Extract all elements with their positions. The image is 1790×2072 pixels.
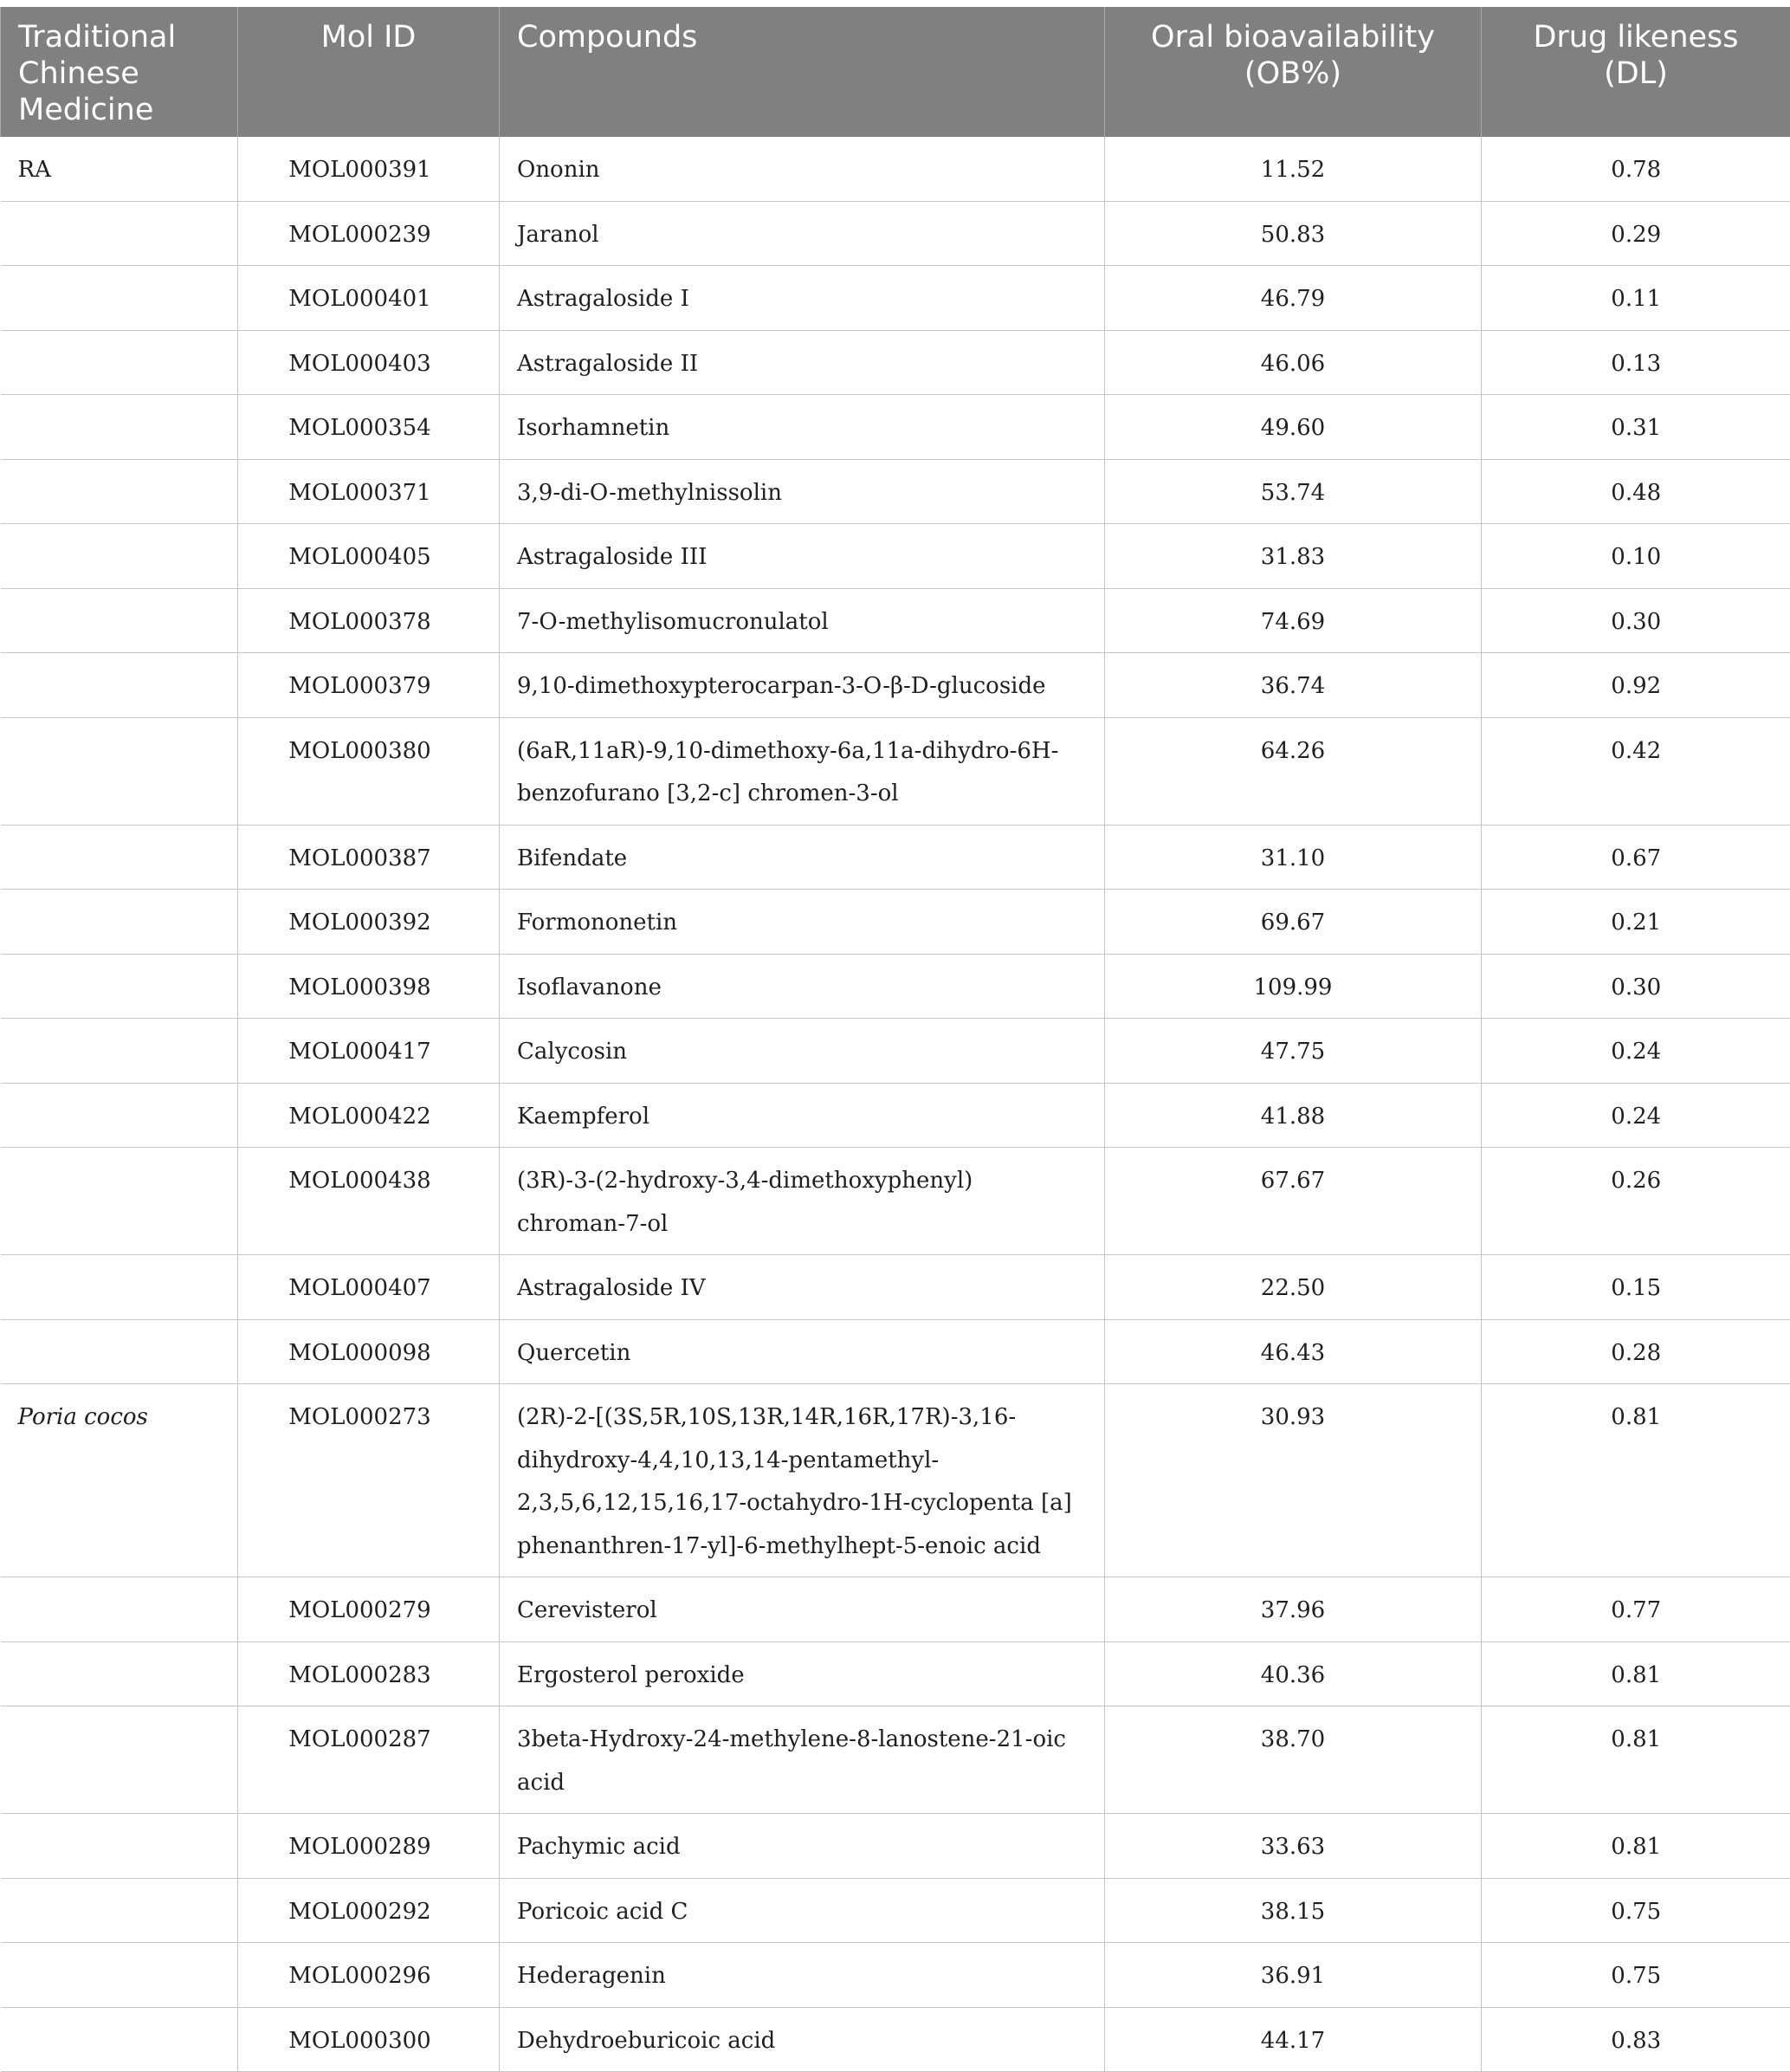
cell-tcm (1, 201, 238, 266)
cell-compound: Astragaloside III (500, 524, 1105, 589)
cell-tcm (1, 1148, 238, 1255)
cell-oral-bioavailability: 46.43 (1105, 1319, 1482, 1384)
cell-tcm (1, 330, 238, 395)
cell-drug-likeness: 0.13 (1482, 330, 1790, 395)
cell-oral-bioavailability: 53.74 (1105, 459, 1482, 524)
table-row (1, 330, 1790, 395)
cell-drug-likeness: 0.24 (1482, 1019, 1790, 1084)
cell-oral-bioavailability: 40.36 (1105, 1641, 1482, 1706)
table-row (1, 395, 1790, 460)
cell-drug-likeness: 0.15 (1482, 1255, 1790, 1320)
cell-tcm (1, 890, 238, 955)
cell-drug-likeness: 0.83 (1482, 2007, 1790, 2072)
cell-mol-id: MOL000401 (238, 266, 500, 331)
cell-oral-bioavailability: 36.74 (1105, 653, 1482, 718)
cell-compound: Hederagenin (500, 1943, 1105, 2008)
table-row (1, 588, 1790, 653)
cell-mol-id: MOL000371 (238, 459, 500, 524)
cell-mol-id: MOL000239 (238, 201, 500, 266)
cell-compound: Astragaloside II (500, 330, 1105, 395)
cell-mol-id: MOL000279 (238, 1577, 500, 1642)
cell-tcm (1, 1319, 238, 1384)
table-row (1, 890, 1790, 955)
cell-drug-likeness: 0.11 (1482, 266, 1790, 331)
cell-drug-likeness: 0.10 (1482, 524, 1790, 589)
cell-mol-id: MOL000379 (238, 653, 500, 718)
cell-tcm (1, 717, 238, 825)
cell-drug-likeness: 0.81 (1482, 1641, 1790, 1706)
cell-compound: Dehydroeburicoic acid (500, 2007, 1105, 2072)
table-row (1, 459, 1790, 524)
cell-compound: (3R)-3-(2-hydroxy-3,4-dimethoxyphenyl) chroman-7-ol (500, 1148, 1105, 1255)
table-row (1, 1878, 1790, 1943)
cell-compound: (2R)-2-[(3S,5R,10S,13R,14R,16R,17R)-3,16-dihydroxy-4,4,10,13,14-pentamethyl-2,3,5,6,12,15,16,17-octahydro-1H-cyclopenta [a] phenanthren-17-yl]-6-methylhept-5-enoic acid (500, 1384, 1105, 1577)
compounds-table (0, 7, 1790, 2072)
cell-mol-id: MOL000407 (238, 1255, 500, 1320)
cell-tcm (1, 524, 238, 589)
header-oral-bioavailability: Oral bioavailability (OB%) (1105, 7, 1482, 137)
cell-oral-bioavailability: 30.93 (1105, 1384, 1482, 1577)
cell-oral-bioavailability: 49.60 (1105, 395, 1482, 460)
cell-oral-bioavailability: 46.06 (1105, 330, 1482, 395)
cell-tcm (1, 1641, 238, 1706)
header-tcm: Traditional Chinese Medicine (1, 7, 238, 137)
cell-oral-bioavailability: 38.70 (1105, 1706, 1482, 1814)
cell-oral-bioavailability: 47.75 (1105, 1019, 1482, 1084)
cell-mol-id: MOL000422 (238, 1083, 500, 1148)
cell-mol-id: MOL000098 (238, 1319, 500, 1384)
cell-compound: Kaempferol (500, 1083, 1105, 1148)
cell-oral-bioavailability: 31.83 (1105, 524, 1482, 589)
cell-tcm (1, 1706, 238, 1814)
table-header (1, 7, 1790, 137)
cell-mol-id: MOL000387 (238, 825, 500, 890)
cell-oral-bioavailability: 50.83 (1105, 201, 1482, 266)
cell-mol-id: MOL000296 (238, 1943, 500, 2008)
cell-drug-likeness: 0.75 (1482, 1878, 1790, 1943)
cell-oral-bioavailability: 74.69 (1105, 588, 1482, 653)
cell-tcm (1, 653, 238, 718)
cell-mol-id: MOL000403 (238, 330, 500, 395)
cell-oral-bioavailability: 67.67 (1105, 1148, 1482, 1255)
cell-oral-bioavailability: 31.10 (1105, 825, 1482, 890)
header-mol-id: Mol ID (238, 7, 500, 137)
cell-mol-id: MOL000378 (238, 588, 500, 653)
cell-tcm (1, 1943, 238, 2008)
cell-drug-likeness: 0.26 (1482, 1148, 1790, 1255)
cell-mol-id: MOL000438 (238, 1148, 500, 1255)
cell-tcm: RA (1, 137, 238, 201)
cell-drug-likeness: 0.48 (1482, 459, 1790, 524)
cell-drug-likeness: 0.81 (1482, 1814, 1790, 1879)
cell-oral-bioavailability: 44.17 (1105, 2007, 1482, 2072)
cell-oral-bioavailability: 46.79 (1105, 266, 1482, 331)
cell-compound: Ononin (500, 137, 1105, 201)
table-row (1, 266, 1790, 331)
table-row (1, 201, 1790, 266)
table-row (1, 2007, 1790, 2072)
table-row (1, 1019, 1790, 1084)
cell-compound: Astragaloside IV (500, 1255, 1105, 1320)
cell-oral-bioavailability: 37.96 (1105, 1577, 1482, 1642)
cell-drug-likeness: 0.21 (1482, 890, 1790, 955)
cell-compound: Cerevisterol (500, 1577, 1105, 1642)
table-row (1, 1943, 1790, 2008)
table-row (1, 1814, 1790, 1879)
cell-mol-id: MOL000405 (238, 524, 500, 589)
cell-oral-bioavailability: 22.50 (1105, 1255, 1482, 1320)
cell-tcm (1, 1019, 238, 1084)
cell-tcm (1, 1255, 238, 1320)
cell-tcm (1, 2007, 238, 2072)
cell-compound: Ergosterol peroxide (500, 1641, 1105, 1706)
cell-oral-bioavailability: 38.15 (1105, 1878, 1482, 1943)
cell-mol-id: MOL000398 (238, 954, 500, 1019)
cell-compound: 9,10-dimethoxypterocarpan-3-O-β-D-glucoside (500, 653, 1105, 718)
cell-tcm (1, 1814, 238, 1879)
header-row (1, 7, 1790, 137)
cell-mol-id: MOL000392 (238, 890, 500, 955)
cell-compound: Calycosin (500, 1019, 1105, 1084)
cell-compound: Astragaloside I (500, 266, 1105, 331)
cell-tcm (1, 954, 238, 1019)
table-row (1, 137, 1790, 201)
table-row (1, 524, 1790, 589)
cell-tcm (1, 266, 238, 331)
cell-drug-likeness: 0.67 (1482, 825, 1790, 890)
table-row (1, 1384, 1790, 1577)
cell-mol-id: MOL000417 (238, 1019, 500, 1084)
compounds-table-container (0, 7, 1790, 2072)
cell-oral-bioavailability: 109.99 (1105, 954, 1482, 1019)
cell-mol-id: MOL000292 (238, 1878, 500, 1943)
cell-oral-bioavailability: 41.88 (1105, 1083, 1482, 1148)
cell-drug-likeness: 0.78 (1482, 137, 1790, 201)
cell-drug-likeness: 0.31 (1482, 395, 1790, 460)
cell-mol-id: MOL000354 (238, 395, 500, 460)
cell-compound: Jaranol (500, 201, 1105, 266)
cell-tcm (1, 1878, 238, 1943)
table-row (1, 1148, 1790, 1255)
table-row (1, 1255, 1790, 1320)
cell-mol-id: MOL000283 (238, 1641, 500, 1706)
cell-oral-bioavailability: 36.91 (1105, 1943, 1482, 2008)
cell-drug-likeness: 0.28 (1482, 1319, 1790, 1384)
header-drug-likeness: Drug likeness (DL) (1482, 7, 1790, 137)
table-row (1, 1319, 1790, 1384)
cell-drug-likeness: 0.75 (1482, 1943, 1790, 2008)
cell-drug-likeness: 0.81 (1482, 1706, 1790, 1814)
cell-tcm (1, 825, 238, 890)
cell-drug-likeness: 0.81 (1482, 1384, 1790, 1577)
cell-tcm (1, 1083, 238, 1148)
table-row (1, 1577, 1790, 1642)
cell-oral-bioavailability: 64.26 (1105, 717, 1482, 825)
cell-tcm (1, 395, 238, 460)
cell-compound: 7-O-methylisomucronulatol (500, 588, 1105, 653)
cell-compound: Bifendate (500, 825, 1105, 890)
cell-compound: Quercetin (500, 1319, 1105, 1384)
cell-drug-likeness: 0.24 (1482, 1083, 1790, 1148)
cell-drug-likeness: 0.30 (1482, 954, 1790, 1019)
cell-compound: Isorhamnetin (500, 395, 1105, 460)
cell-compound: Pachymic acid (500, 1814, 1105, 1879)
cell-mol-id: MOL000287 (238, 1706, 500, 1814)
cell-oral-bioavailability: 33.63 (1105, 1814, 1482, 1879)
cell-compound: Isoflavanone (500, 954, 1105, 1019)
cell-compound: 3beta-Hydroxy-24-methylene-8-lanostene-21-oic acid (500, 1706, 1105, 1814)
table-row (1, 1641, 1790, 1706)
cell-tcm (1, 1577, 238, 1642)
cell-drug-likeness: 0.92 (1482, 653, 1790, 718)
cell-compound: (6aR,11aR)-9,10-dimethoxy-6a,11a-dihydro-6H-benzofurano [3,2-c] chromen-3-ol (500, 717, 1105, 825)
cell-compound: 3,9-di-O-methylnissolin (500, 459, 1105, 524)
table-row (1, 1083, 1790, 1148)
cell-drug-likeness: 0.30 (1482, 588, 1790, 653)
cell-drug-likeness: 0.29 (1482, 201, 1790, 266)
table-row (1, 717, 1790, 825)
header-compounds: Compounds (500, 7, 1105, 137)
cell-oral-bioavailability: 69.67 (1105, 890, 1482, 955)
cell-compound: Poricoic acid C (500, 1878, 1105, 1943)
cell-compound: Formononetin (500, 890, 1105, 955)
cell-mol-id: MOL000380 (238, 717, 500, 825)
cell-drug-likeness: 0.77 (1482, 1577, 1790, 1642)
cell-mol-id: MOL000391 (238, 137, 500, 201)
cell-tcm (1, 459, 238, 524)
cell-oral-bioavailability: 11.52 (1105, 137, 1482, 201)
cell-mol-id: MOL000300 (238, 2007, 500, 2072)
cell-mol-id: MOL000273 (238, 1384, 500, 1577)
cell-mol-id: MOL000289 (238, 1814, 500, 1879)
cell-drug-likeness: 0.42 (1482, 717, 1790, 825)
table-row (1, 1706, 1790, 1814)
table-row (1, 954, 1790, 1019)
cell-tcm: Poria cocos (1, 1384, 238, 1577)
table-row (1, 653, 1790, 718)
cell-tcm (1, 588, 238, 653)
table-row (1, 825, 1790, 890)
table-body (1, 137, 1790, 2072)
